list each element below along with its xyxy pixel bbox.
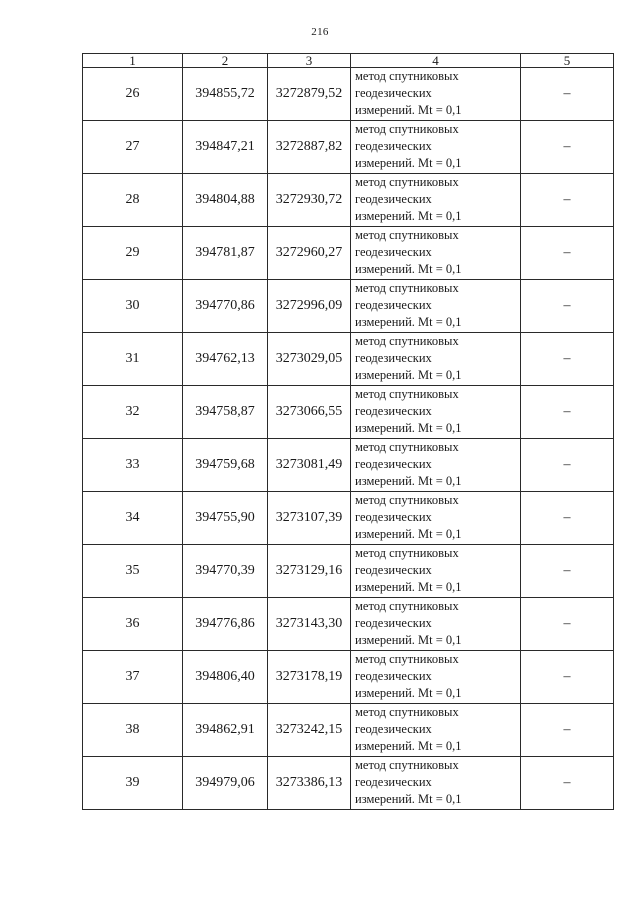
method-text-line1: метод спутниковых	[355, 69, 459, 83]
method-cell	[351, 386, 521, 439]
method-text-line2: геодезических	[355, 298, 432, 312]
table-row	[83, 386, 614, 439]
x-coordinate-cell: 394776,86	[183, 598, 268, 651]
table-row	[83, 174, 614, 227]
accuracy-dash-cell: –	[521, 68, 614, 121]
y-coordinate-cell: 3273178,19	[268, 651, 351, 704]
method-text-line2: геодезических	[355, 457, 432, 471]
accuracy-dash-cell: –	[521, 227, 614, 280]
method-cell	[351, 174, 521, 227]
method-text-line2: геодезических	[355, 404, 432, 418]
header-col-4: 4	[351, 54, 521, 68]
method-text-line1: метод спутниковых	[355, 281, 459, 295]
method-cell	[351, 598, 521, 651]
x-coordinate-cell: 394758,87	[183, 386, 268, 439]
y-coordinate-cell: 3272960,27	[268, 227, 351, 280]
method-text-line3: измерений. Mt = 0,1	[355, 792, 462, 806]
y-coordinate-cell: 3273242,15	[268, 704, 351, 757]
table-row	[83, 121, 614, 174]
header-col-2: 2	[183, 54, 268, 68]
accuracy-dash-cell: –	[521, 439, 614, 492]
y-coordinate-cell: 3272887,82	[268, 121, 351, 174]
table-row	[83, 651, 614, 704]
method-text-line3: измерений. Mt = 0,1	[355, 103, 462, 117]
x-coordinate-cell: 394979,06	[183, 757, 268, 810]
method-text-line3: измерений. Mt = 0,1	[355, 474, 462, 488]
method-text-line3: измерений. Mt = 0,1	[355, 156, 462, 170]
table-row	[83, 333, 614, 386]
header-col-1: 1	[83, 54, 183, 68]
accuracy-dash-cell: –	[521, 598, 614, 651]
point-number-cell: 38	[83, 704, 183, 757]
x-coordinate-cell: 394804,88	[183, 174, 268, 227]
method-cell	[351, 121, 521, 174]
table-row	[83, 280, 614, 333]
method-text-line1: метод спутниковых	[355, 652, 459, 666]
method-text-line1: метод спутниковых	[355, 493, 459, 507]
method-text-line2: геодезических	[355, 86, 432, 100]
method-text-line3: измерений. Mt = 0,1	[355, 580, 462, 594]
method-text-line1: метод спутниковых	[355, 334, 459, 348]
accuracy-dash-cell: –	[521, 280, 614, 333]
point-number-cell: 34	[83, 492, 183, 545]
accuracy-dash-cell: –	[521, 757, 614, 810]
y-coordinate-cell: 3273081,49	[268, 439, 351, 492]
x-coordinate-cell: 394806,40	[183, 651, 268, 704]
y-coordinate-cell: 3273143,30	[268, 598, 351, 651]
method-text-line2: геодезических	[355, 510, 432, 524]
x-coordinate-cell: 394755,90	[183, 492, 268, 545]
point-number-cell: 37	[83, 651, 183, 704]
method-text-line2: геодезических	[355, 563, 432, 577]
x-coordinate-cell: 394781,87	[183, 227, 268, 280]
method-text-line2: геодезических	[355, 775, 432, 789]
point-number-cell: 29	[83, 227, 183, 280]
method-text-line1: метод спутниковых	[355, 599, 459, 613]
table-row	[83, 68, 614, 121]
y-coordinate-cell: 3272996,09	[268, 280, 351, 333]
table-row	[83, 704, 614, 757]
method-text-line1: метод спутниковых	[355, 387, 459, 401]
method-text-line3: измерений. Mt = 0,1	[355, 686, 462, 700]
table-body	[83, 68, 614, 810]
method-text-line2: геодезических	[355, 722, 432, 736]
x-coordinate-cell: 394770,39	[183, 545, 268, 598]
method-cell	[351, 227, 521, 280]
method-cell	[351, 492, 521, 545]
method-cell	[351, 333, 521, 386]
method-text-line2: геодезических	[355, 192, 432, 206]
table-header	[83, 54, 614, 68]
method-text-line2: геодезических	[355, 616, 432, 630]
y-coordinate-cell: 3272930,72	[268, 174, 351, 227]
table-row	[83, 439, 614, 492]
x-coordinate-cell: 394762,13	[183, 333, 268, 386]
method-text-line3: измерений. Mt = 0,1	[355, 739, 462, 753]
method-text-line1: метод спутниковых	[355, 705, 459, 719]
y-coordinate-cell: 3273066,55	[268, 386, 351, 439]
x-coordinate-cell: 394759,68	[183, 439, 268, 492]
method-text-line2: геодезических	[355, 139, 432, 153]
accuracy-dash-cell: –	[521, 545, 614, 598]
accuracy-dash-cell: –	[521, 651, 614, 704]
method-text-line3: измерений. Mt = 0,1	[355, 368, 462, 382]
method-cell	[351, 757, 521, 810]
table-row	[83, 545, 614, 598]
accuracy-dash-cell: –	[521, 492, 614, 545]
method-text-line3: измерений. Mt = 0,1	[355, 262, 462, 276]
header-col-3: 3	[268, 54, 351, 68]
y-coordinate-cell: 3273129,16	[268, 545, 351, 598]
accuracy-dash-cell: –	[521, 386, 614, 439]
point-number-cell: 39	[83, 757, 183, 810]
method-text-line3: измерений. Mt = 0,1	[355, 315, 462, 329]
method-text-line1: метод спутниковых	[355, 546, 459, 560]
method-text-line3: измерений. Mt = 0,1	[355, 421, 462, 435]
point-number-cell: 31	[83, 333, 183, 386]
page-number: 216	[311, 26, 329, 38]
y-coordinate-cell: 3273029,05	[268, 333, 351, 386]
method-cell	[351, 651, 521, 704]
method-cell	[351, 704, 521, 757]
method-text-line1: метод спутниковых	[355, 758, 459, 772]
accuracy-dash-cell: –	[521, 333, 614, 386]
method-text-line1: метод спутниковых	[355, 175, 459, 189]
method-cell	[351, 545, 521, 598]
x-coordinate-cell: 394855,72	[183, 68, 268, 121]
y-coordinate-cell: 3272879,52	[268, 68, 351, 121]
method-text-line3: измерений. Mt = 0,1	[355, 633, 462, 647]
header-col-5: 5	[521, 54, 614, 68]
method-text-line3: измерений. Mt = 0,1	[355, 527, 462, 541]
table-row	[83, 757, 614, 810]
method-cell	[351, 280, 521, 333]
point-number-cell: 28	[83, 174, 183, 227]
coordinates-table	[82, 53, 614, 810]
point-number-cell: 26	[83, 68, 183, 121]
y-coordinate-cell: 3273107,39	[268, 492, 351, 545]
method-text-line2: геодезических	[355, 245, 432, 259]
accuracy-dash-cell: –	[521, 704, 614, 757]
method-text-line1: метод спутниковых	[355, 440, 459, 454]
method-text-line1: метод спутниковых	[355, 228, 459, 242]
method-cell	[351, 439, 521, 492]
x-coordinate-cell: 394847,21	[183, 121, 268, 174]
table-row	[83, 227, 614, 280]
accuracy-dash-cell: –	[521, 174, 614, 227]
point-number-cell: 36	[83, 598, 183, 651]
method-text-line2: геодезических	[355, 351, 432, 365]
x-coordinate-cell: 394862,91	[183, 704, 268, 757]
y-coordinate-cell: 3273386,13	[268, 757, 351, 810]
method-text-line3: измерений. Mt = 0,1	[355, 209, 462, 223]
accuracy-dash-cell: –	[521, 121, 614, 174]
point-number-cell: 32	[83, 386, 183, 439]
point-number-cell: 30	[83, 280, 183, 333]
table-row	[83, 492, 614, 545]
method-text-line2: геодезических	[355, 669, 432, 683]
point-number-cell: 35	[83, 545, 183, 598]
table-row	[83, 598, 614, 651]
point-number-cell: 33	[83, 439, 183, 492]
method-cell	[351, 68, 521, 121]
x-coordinate-cell: 394770,86	[183, 280, 268, 333]
method-text-line1: метод спутниковых	[355, 122, 459, 136]
point-number-cell: 27	[83, 121, 183, 174]
header-row	[83, 54, 614, 68]
